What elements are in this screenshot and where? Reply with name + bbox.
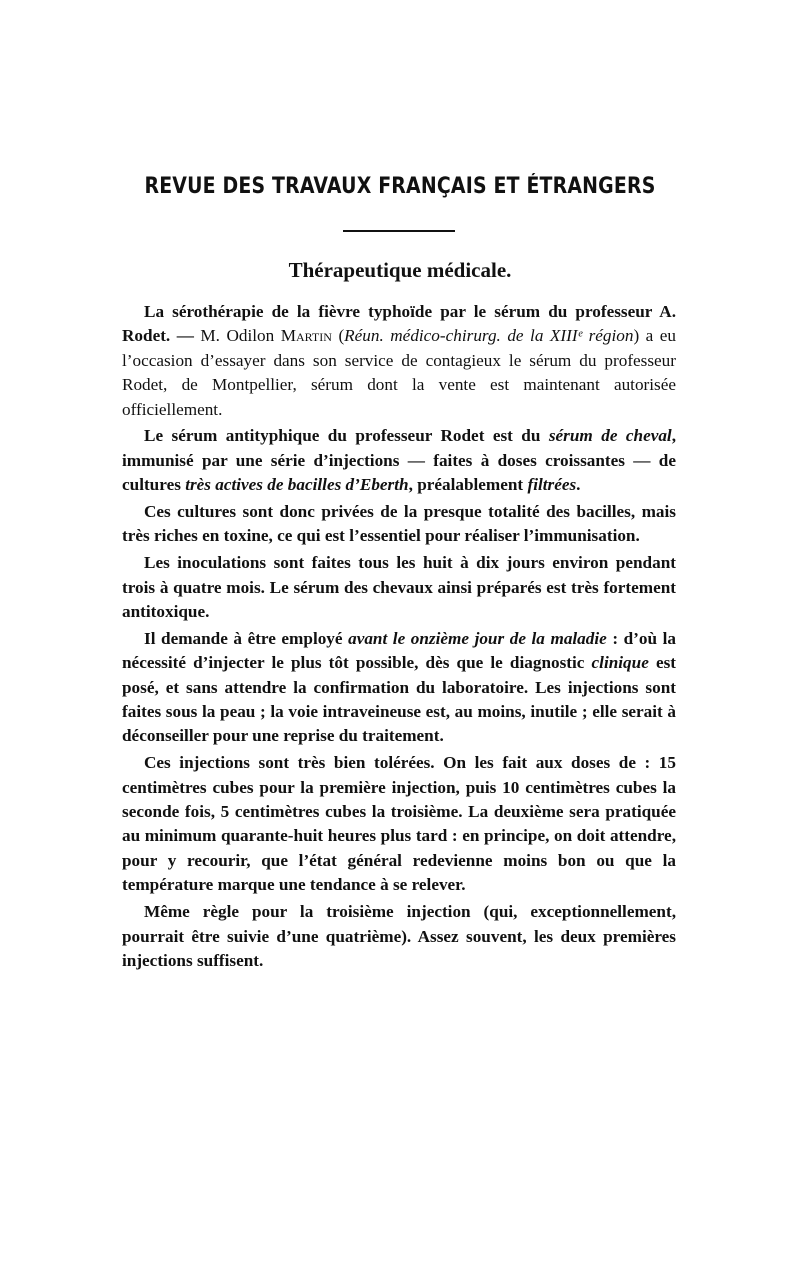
source-open: ( [338, 326, 345, 346]
source-close: ) [633, 326, 640, 346]
source-citation: Réun. médico-chirurg. de la XIIIᵉ région [344, 326, 634, 346]
paragraph-2-part-c: , préalablement [408, 475, 528, 495]
paragraph-2 [122, 424, 676, 497]
title-divider [343, 230, 455, 232]
paragraph-2-part-d: . [576, 475, 581, 495]
running-title: REVUE DES TRAVAUX FRANÇAIS ET ÉTRANGERS [144, 174, 656, 199]
paragraph-2-italic-c: filtrées [527, 475, 577, 495]
article-body [122, 300, 676, 976]
paragraph-5-part-c: est posé, et sans attendre la confirmation du laboratoire. Les injections sont faites sous la peau ; la voie intraveineuse est, au moins, inutile ; elle serait à déconseiller pour une reprise du traitement. [122, 653, 677, 746]
paragraph-3: Ces cultures sont donc privées de la presque totalité des bacilles, mais très riches en toxine, ce qui est l’essentiel pour réaliser l’immunisation. [122, 502, 676, 546]
paragraph-5-part-b: : d’où la nécessité d’injecter le plus tôt possible, dès que le diagnostic [122, 628, 676, 673]
paragraph-4: Les inoculations sont faites tous les huit à dix jours environ pendant trois à quatre mois. Le sérum des chevaux ainsi préparés est très fortement antitoxique. [122, 553, 676, 622]
paragraph-2-part-a: Le sérum antityphique du professeur Rodet est du [144, 426, 549, 446]
author-name: Martin [280, 326, 332, 346]
paragraph-5-italic-b: clinique [591, 653, 649, 673]
author-prefix: M. Odilon [200, 326, 275, 346]
paragraph-2-italic-a: sérum de cheval [548, 426, 672, 446]
paragraph-2-part-b: , immunisé par une série d’injections — faites à doses croissantes — de cultures [122, 426, 676, 495]
paragraph-5-italic-a: avant le onzième jour de la maladie [348, 628, 607, 648]
paragraph-1-text: a eu l’occasion d’essayer dans son service de contagieux le sérum du professeur Rodet, de Montpellier, sérum dont la vente est maintenant autorisée officiellement. [122, 326, 677, 419]
paragraph-5 [122, 627, 676, 749]
section-title: Thérapeutique médicale. [288, 258, 512, 282]
paragraph-1 [122, 300, 676, 422]
paragraph-2-italic-b: très actives de bacilles d’Eberth [185, 475, 409, 495]
paragraph-5-part-a: Il demande à être employé [144, 628, 349, 648]
paragraph-6: Ces injections sont très bien tolérées. On les fait aux doses de : 15 centimètres cubes pour la première injection, puis 10 centimètres cubes la seconde fois, 5 centimètres cubes la troisième. La deuxième sera pratiquée au minimum quarante-huit heures plus tard : en principe, on doit attendre, pour y recourir, que l’état général redevienne moins bon ou que la température marque une tendance à se relever. [122, 753, 676, 895]
article-title: La sérothérapie de la fièvre typhoïde par le sérum du professeur A. Rodet. — [122, 302, 676, 346]
paragraph-7: Même règle pour la troisième injection (qui, exceptionnellement, pourrait être suivie d’une quatrième). Assez souvent, les deux premières injections suffisent. [122, 902, 676, 970]
